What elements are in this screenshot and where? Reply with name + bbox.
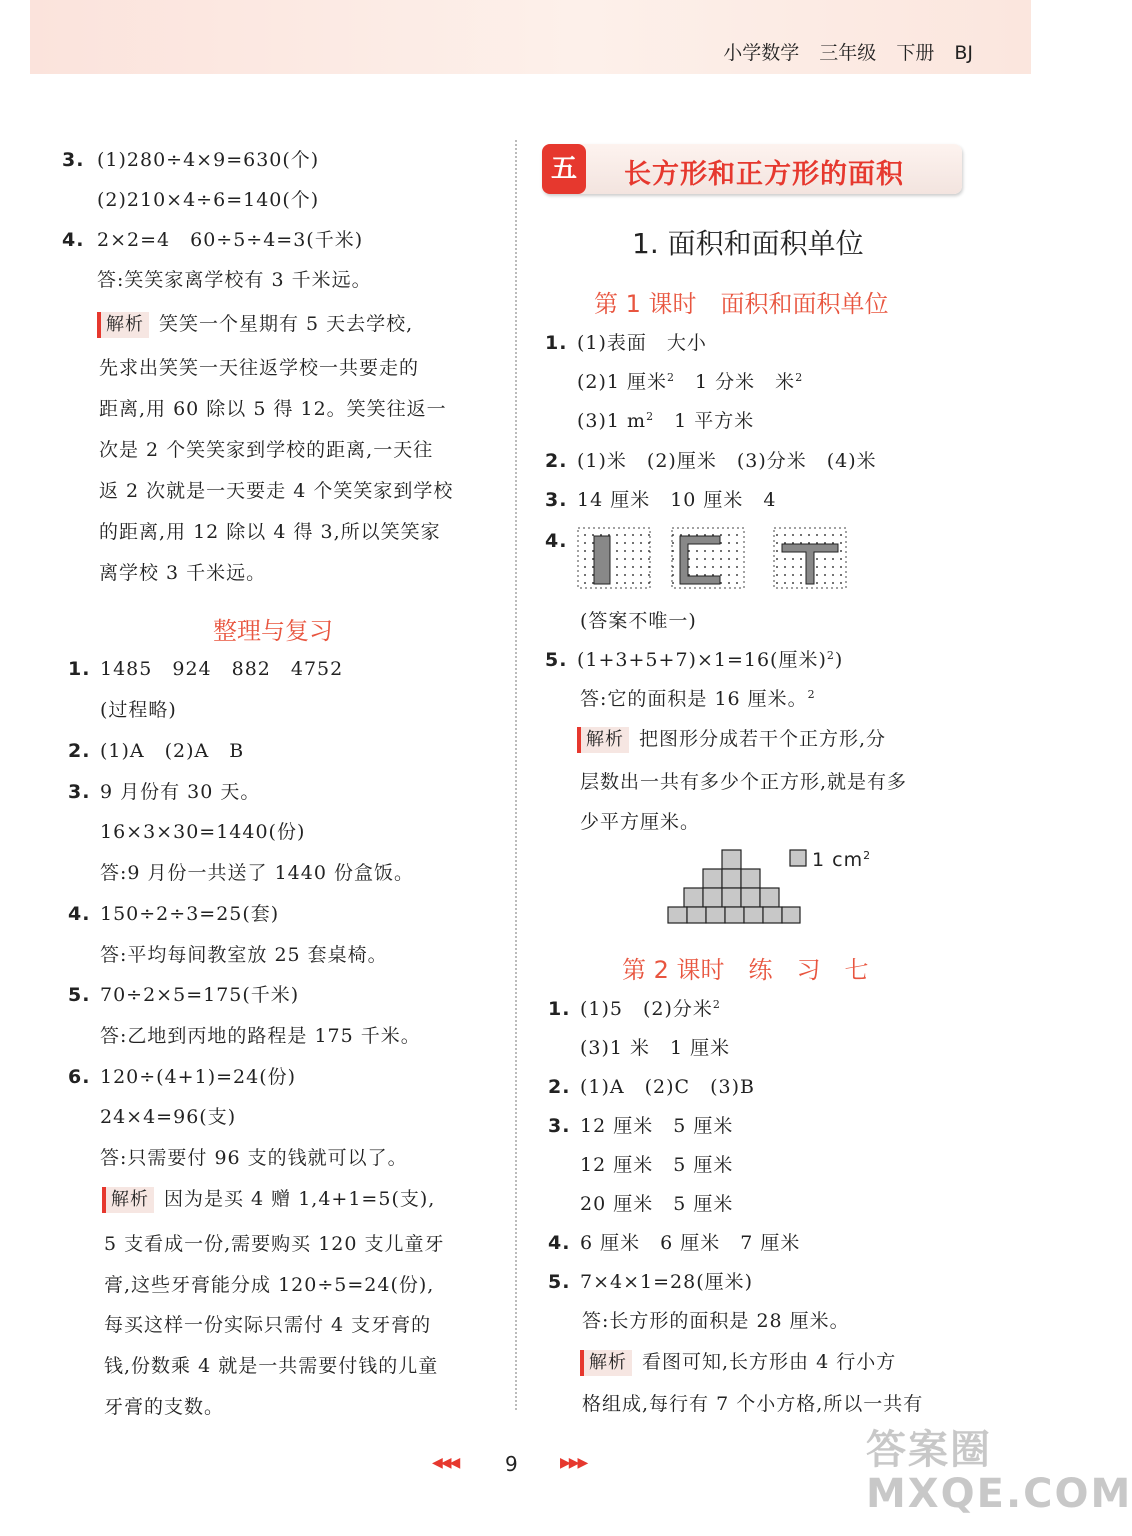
answer-line: 70÷2×5=175(千米): [100, 984, 300, 1006]
analysis-line: 膏,这些牙膏能分成 120÷5=24(份),: [104, 1274, 435, 1296]
lesson-1-title: 第 1 课时 面积和面积单位: [594, 290, 889, 318]
analysis-block: 解析 看图可知,长方形由 4 行小方: [580, 1350, 896, 1376]
analysis-block: 解析 笑笑一个星期有 5 天去学校,: [97, 312, 413, 338]
item-num: 2.: [68, 740, 91, 762]
answer-line: 150÷2÷3=25(套): [100, 903, 280, 925]
analysis-line: 距离,用 60 除以 5 得 12。笑笑往返一: [99, 398, 447, 420]
answer-line: (1)A (2)A B: [100, 740, 245, 762]
analysis-tag: 解析: [102, 1187, 154, 1213]
analysis-tag: 解析: [580, 1350, 632, 1376]
answer-line: 20 厘米 5 厘米: [580, 1193, 734, 1215]
answer-line: 6 厘米 6 厘米 7 厘米: [580, 1232, 801, 1254]
answer-line: 答:长方形的面积是 28 厘米。: [582, 1310, 850, 1332]
lesson-2-title: 第 2 课时 练 习 七: [622, 956, 869, 984]
answer-line: (2)210×4÷6=140(个): [97, 189, 320, 211]
answer-line: 答:只需要付 96 支的钱就可以了。: [100, 1147, 408, 1169]
section-title: 1. 面积和面积单位: [632, 227, 864, 260]
analysis-line: 牙膏的支数。: [104, 1396, 225, 1418]
item-num: 3.: [62, 149, 85, 171]
answer-line: (2)1 厘米$^2$ 1 分米 米$^2$: [577, 371, 804, 393]
answer-line: 答:平均每间教室放 25 套桌椅。: [100, 944, 388, 966]
chapter-number: 五: [542, 144, 586, 194]
answer-line: (3)1 $m^2$ 1 平方米: [577, 410, 755, 432]
prev-page-icon[interactable]: ◀◀◀: [432, 1455, 459, 1471]
answer-line: (过程略): [100, 699, 177, 721]
answer-line: 12 厘米 5 厘米: [580, 1154, 734, 1176]
answer-line: 14 厘米 10 厘米 4: [577, 489, 777, 511]
item-num: 3.: [548, 1115, 571, 1137]
answer-line: 答:笑笑家离学校有 3 千米远。: [97, 269, 372, 291]
answer-line: 答:乙地到丙地的路程是 175 千米。: [100, 1025, 421, 1047]
analysis-block: 解析 把图形分成若干个正方形,分: [577, 727, 886, 753]
item-num: 6.: [68, 1066, 91, 1088]
answer-line: 9 月份有 30 天。: [100, 781, 261, 803]
review-title: 整理与复习: [213, 617, 333, 645]
item-num: 4.: [68, 903, 91, 925]
analysis-line: 离学校 3 千米远。: [99, 562, 267, 584]
chapter-banner: [542, 144, 962, 194]
answer-line: (1+3+5+7)×1=16(厘米)$^2$): [577, 649, 844, 671]
analysis-line: 层数出一共有多少个正方形,就是有多: [580, 771, 908, 793]
grid-figures: [576, 526, 956, 592]
item-num: 4.: [545, 530, 568, 552]
header-text: 小学数学 三年级 下册 BJ: [723, 42, 973, 64]
analysis-block: 解析 因为是买 4 赠 1,4+1=5(支),: [102, 1187, 435, 1213]
item-num: 3.: [545, 489, 568, 511]
analysis-tag: 解析: [97, 312, 149, 338]
answer-line: (1)表面 大小: [577, 332, 707, 354]
chapter-title: 长方形和正方形的面积: [624, 159, 904, 190]
analysis-line: 格组成,每行有 7 个小方格,所以一共有: [582, 1393, 924, 1415]
answer-line: 2×2=4 60÷5÷4=3(千米): [97, 229, 364, 251]
answer-line: 24×4=96(支): [100, 1106, 237, 1128]
analysis-line: 先求出笑笑一天往返学校一共要走的: [99, 357, 420, 379]
item-num: 3.: [68, 781, 91, 803]
answer-line: 16×3×30=1440(份): [100, 821, 306, 843]
item-num: 5.: [548, 1271, 571, 1293]
page-header: [30, 0, 1031, 74]
analysis-line: 次是 2 个笑笑家到学校的距离,一天往: [99, 439, 434, 461]
item-num: 2.: [545, 450, 568, 472]
analysis-line: 的距离,用 12 除以 4 得 3,所以笑笑家: [99, 521, 441, 543]
analysis-line: 每买这样一份实际只需付 4 支牙膏的: [104, 1314, 432, 1336]
analysis-line: 钱,份数乘 4 就是一共需要付钱的儿童: [104, 1355, 439, 1377]
answer-line: (1)280÷4×9=630(个): [97, 149, 320, 171]
answer-line: 120÷(4+1)=24(份): [100, 1066, 297, 1088]
answer-line: 1485 924 882 4752: [100, 658, 344, 680]
item-num: 4.: [62, 229, 85, 251]
answer-line: 7×4×1=28(厘米): [580, 1271, 754, 1293]
answer-line: 答:它的面积是 16 厘米。$^2$: [580, 688, 816, 710]
answer-line: (1)米 (2)厘米 (3)分米 (4)米: [577, 450, 877, 472]
column-divider: [515, 140, 517, 1410]
analysis-tag: 解析: [577, 727, 629, 753]
watermark: 答案圈 MXQE.COM: [866, 1427, 1132, 1517]
item-num: 1.: [68, 658, 91, 680]
page-number: 9: [505, 1452, 518, 1476]
unit-legend: 1 $cm^2$: [812, 849, 872, 871]
item-num: 1.: [548, 998, 571, 1020]
answer-line: (1)A (2)C (3)B: [580, 1076, 755, 1098]
answer-line: (3)1 米 1 厘米: [580, 1037, 731, 1059]
item-num: 5.: [68, 984, 91, 1006]
answer-note: (答案不唯一): [580, 610, 697, 632]
next-page-icon[interactable]: ▶▶▶: [560, 1455, 587, 1471]
analysis-line: 少平方厘米。: [580, 811, 701, 833]
answer-line: 12 厘米 5 厘米: [580, 1115, 734, 1137]
answer-line: (1)5 (2)分米$^2$: [580, 998, 721, 1020]
analysis-line: 5 支看成一份,需要购买 120 支儿童牙: [104, 1233, 445, 1255]
analysis-line: 返 2 次就是一天要走 4 个笑笑家到学校: [99, 480, 454, 502]
answer-line: 答:9 月份一共送了 1440 份盒饭。: [100, 862, 414, 884]
item-num: 2.: [548, 1076, 571, 1098]
item-num: 5.: [545, 649, 568, 671]
item-num: 1.: [545, 332, 568, 354]
item-num: 4.: [548, 1232, 571, 1254]
